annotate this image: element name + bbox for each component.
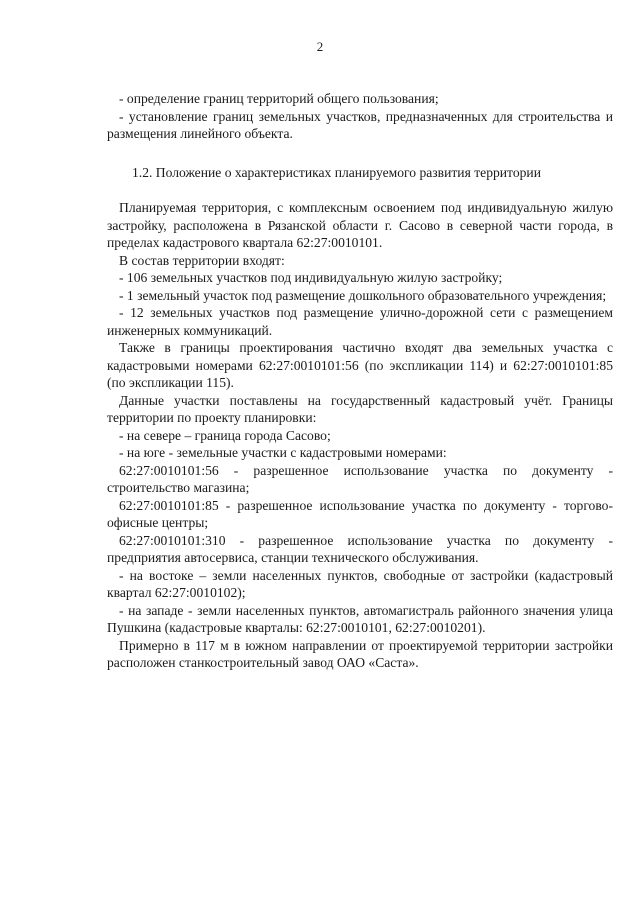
section-heading: 1.2. Положение о характеристиках планируемого развития территории xyxy=(132,164,541,180)
paragraph: Также в границы проектирования частично входят два земельных участка с кадастровыми номерами 62:27:0010101:56 (по экспликации 114) и 62:27:0010101:85 (по экспликации 115). xyxy=(107,340,613,390)
list-item: 62:27:0010101:310 - разрешенное использование участка по документу - предприятия автосервиса, станции технического обслуживания. xyxy=(107,532,613,565)
list-item: 62:27:0010101:85 - разрешенное использование участка по документу - торгово-офисные центры; xyxy=(107,497,613,530)
list-item: 62:27:0010101:56 - разрешенное использование участка по документу - строительство магазина; xyxy=(107,462,613,495)
list-item: - 1 земельный участок под размещение дошкольного образовательного учреждения; xyxy=(119,287,607,303)
list-item: - 106 земельных участков под индивидуальную жилую застройку; xyxy=(119,270,503,285)
list-item: - на востоке – земли населенных пунктов, свободные от застройки (кадастровый квартал 62:27:0010102); xyxy=(107,567,613,600)
list-item: - 12 земельных участков под размещение улично-дорожной сети с размещением инженерных коммуникаций. xyxy=(107,305,613,338)
paragraph: Данные участки поставлены на государственный кадастровый учёт. Границы территории по проекту планировки: xyxy=(107,392,613,425)
document-body xyxy=(107,90,613,672)
page-number: 2 xyxy=(316,39,324,54)
paragraph: Примерно в 117 м в южном направлении от проектируемой территории застройки расположен станкостроительный завод ОАО «Саста». xyxy=(107,637,613,670)
paragraph: В состав территории входят: xyxy=(119,252,285,268)
intro-list-item: - установление границ земельных участков, предназначенных для строительства и размещения линейного объекта. xyxy=(107,108,613,141)
list-item: - на западе - земли населенных пунктов, автомагистраль районного значения улица Пушкина (кадастровые кварталы: 62:27:0010101, 62:27:0010201). xyxy=(107,602,613,635)
intro-list-item: - определение границ территорий общего пользования; xyxy=(119,91,439,106)
list-item: - на юге - земельные участки с кадастровыми номерами: xyxy=(119,445,447,460)
paragraph: Планируемая территория, с комплексным освоением под индивидуальную жилую застройку, расположена в Рязанской области г. Сасово в северной части города, в пределах кадастрового квартала 62:27:0010101. xyxy=(107,200,613,250)
list-item: - на севере – граница города Сасово; xyxy=(119,427,331,443)
